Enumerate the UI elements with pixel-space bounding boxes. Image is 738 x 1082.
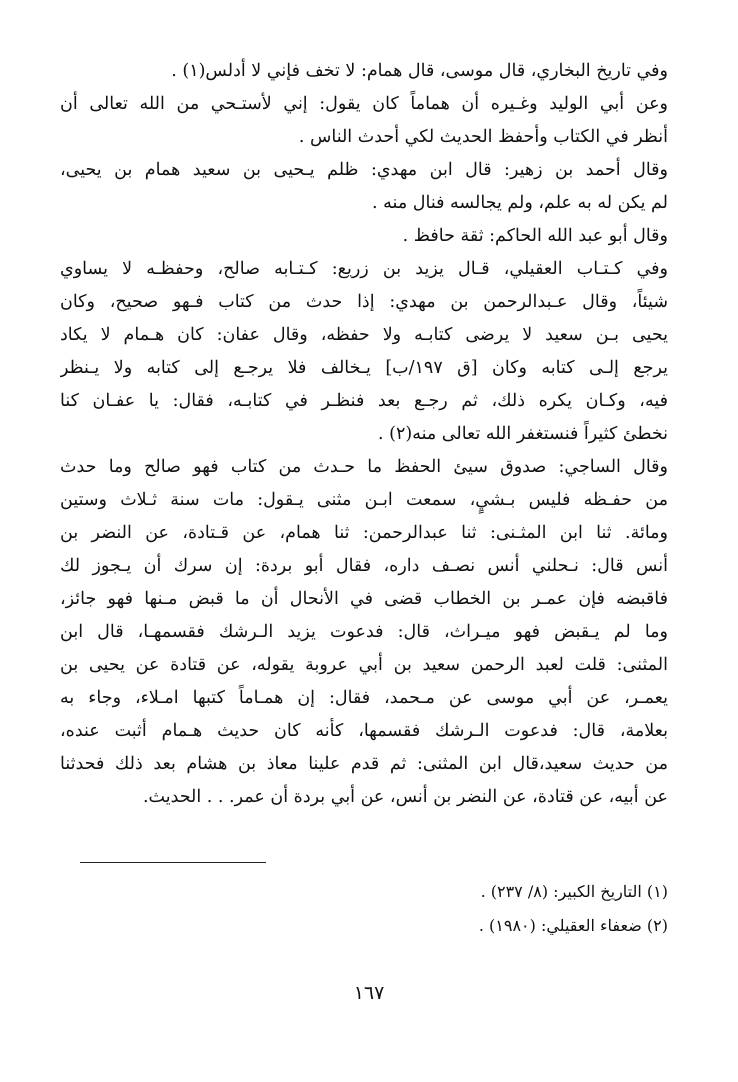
footnote: (٢) ضعفاء العقيلي: (١٩٨٠) . [478,916,668,935]
text-line: وقال أحمد بن زهير: قال ابن مهدي: ظلم يـحيى بن سعيد همام بن يحيى، [60,160,668,180]
text-line: وقال أبو عبد الله الحاكم: ثقة حافظ . [402,226,668,246]
text-line: أنظر في الكتاب وأحفظ الحديث لكي أحدث الناس . [298,127,668,147]
text-line: أنس قال: نـحلني أنس نصـف داره، فقال أبو بردة: إن سرك أن يـجوز لك [60,556,668,576]
text-line: فيه، وكـان يكره ذلك، ثم رجـع بعد فنظـر في كتابـه، فقال: يا عفـان كنا [60,391,668,411]
text-line: وفي كـتـاب العقيلي، قـال يزيد بن زريع: كـتـابه صالح، وحفظـه لا يساوي [60,259,668,279]
paragraph [60,55,668,88]
text-line: عن أبيه، عن قتادة، عن النضر بن أنس، عن أبي بردة أن عمر. . . الحديث. [142,787,668,807]
text-line: شيئاً، وقال عـبدالرحمن بن مهدي: إذا حدث من كتاب فـهو صحيح، وكان [60,292,668,312]
text-line: وعن أبي الوليد وغـيره أن هماماً كان يقول: إني لأستـحي من الله تعالى أن [60,94,668,114]
text-line: ومائة. ثنا ابن المثـنى: ثنا عبدالرحمن: ثنا همام، عن قـتادة، عن النضر بن [60,523,668,543]
footnote: (١) التاريخ الكبير: (٨/ ٢٣٧) . [480,882,668,901]
text-line: يرجع إلـى كتابه وكان [ق ١٩٧/ب] يـخالف فلا يرجـع إلى كتابه ولا يـنظر [60,358,668,378]
paragraph [60,451,668,814]
paragraph [60,154,668,220]
text-line: وما لم يـقبض فهو ميـراث، قال: فدعوت يزيد الـرشك فقسمهـا، قال ابن [60,622,668,642]
paragraph [60,88,668,154]
text-line: وقال الساجي: صدوق سيئ الحفظ ما حـدث من كتاب فهو صالح وما حدث [60,457,668,477]
text-line: لم يكن له به علم، ولم يجالسه فنال منه . [372,193,668,213]
paragraph [60,253,668,451]
text-line: فاقبضه فإن عمـر بن الخطاب قضى في الأنحال أن ما قبض مـنها فهو جائز، [60,589,668,609]
text-line: من حديث سعيد،قال ابن المثنى: ثم قدم علينا معاذ بن هشام بعد ذلك فحدثنا [60,754,668,774]
paragraph [60,220,668,253]
main-text [60,55,668,814]
text-line: المثنى: قلت لعبد الرحمن سعيد بن أبي عروبة يقوله، عن قتادة عن يحيى بن [60,655,668,675]
text-line: بعلامة، قال: فدعوت الـرشك فقسمها، كأنه كان حديث هـمام أثبت عنده، [60,721,668,741]
footnote-separator [80,862,266,863]
text-line: وفي تاريخ البخاري، قال موسى، قال همام: لا تخف فإني لا أدلس(١) . [171,61,668,81]
text-line: يعمـر، عن أبي موسى عن مـحمد، فقال: إن همـاماً كتبها امـلاء، وجاء به [60,688,668,708]
text-line: نخطئ كثيراً فنستغفر الله تعالى منه(٢) . [378,424,668,444]
text-line: يحيى بـن سعيد لا يرضى كتابـه ولا حفظه، وقال عفان: كان هـمام لا يكاد [60,325,668,345]
footnotes [60,875,668,943]
text-line: من حفـظه فليس بـشيٍ، سمعت ابـن مثنى يـقول: مات سنة ثـلاث وستين [60,490,668,510]
page-number: ١٦٧ [353,982,385,1004]
